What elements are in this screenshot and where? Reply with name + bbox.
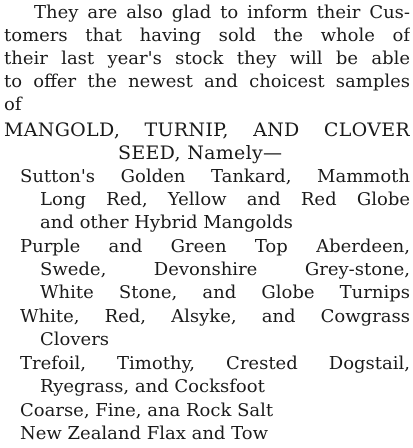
- item-grasses-line-2: Ryegrass, and Cocksfoot: [40, 376, 265, 397]
- item-salt: Coarse, Fine, ana Rock Salt: [20, 400, 274, 421]
- intro-line-3: their last year's stock they will be able: [4, 48, 410, 69]
- intro-line-2: tomers that having sold the whole of: [4, 25, 410, 46]
- item-turnips-line-2: Swede, Devonshire Grey-stone,: [40, 259, 410, 280]
- seed-subheading: SEED, Namely—: [118, 142, 283, 164]
- item-mangolds-line-2: Long Red, Yellow and Red Globe: [40, 189, 410, 210]
- seed-heading: MANGOLD, TURNIP, AND CLOVER: [4, 119, 410, 141]
- item-turnips-line-3: White Stone, and Globe Turnips: [40, 282, 410, 303]
- intro-line-4: to offer the newest and choicest samples: [4, 71, 410, 92]
- item-mangolds-line-1: Sutton's Golden Tankard, Mammoth: [20, 166, 410, 187]
- item-grasses-line-1: Trefoil, Timothy, Crested Dogstail,: [20, 353, 410, 374]
- item-clovers-line-2: Clovers: [40, 329, 110, 350]
- item-flax: New Zealand Flax and Tow: [20, 423, 269, 444]
- item-clovers-line-1: White, Red, Alsyke, and Cowgrass: [20, 306, 410, 327]
- intro-line-1: They are also glad to inform their Cus-: [34, 2, 410, 23]
- intro-line-5: of: [4, 94, 22, 115]
- item-mangolds-line-3: and other Hybrid Mangolds: [40, 212, 293, 233]
- item-turnips-line-1: Purple and Green Top Aberdeen,: [20, 236, 410, 257]
